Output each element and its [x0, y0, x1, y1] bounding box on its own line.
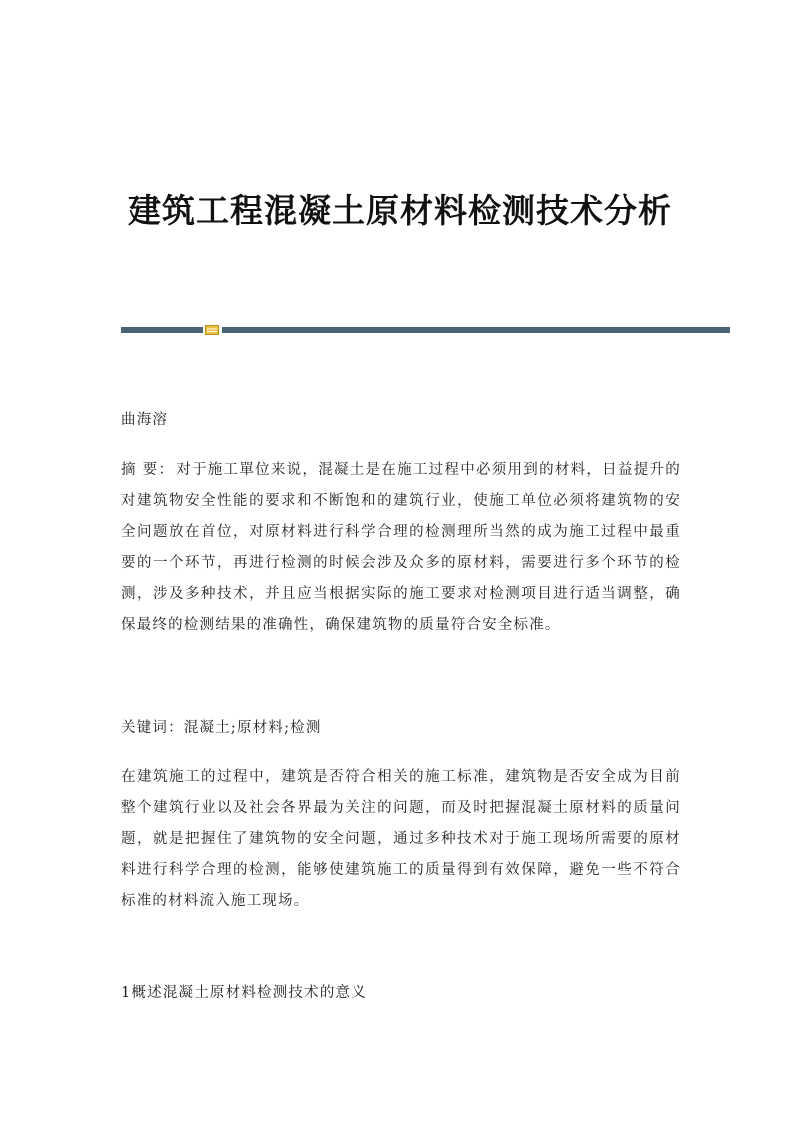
keywords-text: 混凝土;原材料;检测 — [183, 720, 322, 736]
abstract — [121, 455, 681, 641]
envelope-icon — [205, 325, 219, 335]
body-paragraph: 在建筑施工的过程中，建筑是否符合相关的施工标准，建筑物是否安全成为目前整个建筑行业以及社会各界最为关注的问题，而及时把握混凝土原材料的质量问题，就是把握住了建筑物的安全问题，通过多种技术对于施工现场所需要的原材料进行科学合理的检测，能够使建筑施工的质量得到有效保障，避免一些不符合标准的材料流入施工现场。 — [121, 769, 681, 909]
author-name: 曲海溶 — [121, 412, 169, 428]
keywords — [121, 713, 681, 744]
abstract-text: 对于施工單位来说，混凝土是在施工过程中必须用到的材料，日益提升的对建筑物安全性能的要求和不断饱和的建筑行业，使施工单位必须将建筑物的安全问题放在首位，对原材料进行科学合理的检测理所当然的成为施工过程中最重要的一个环节，再进行检测的时候会涉及众多的原材料，需要进行多个环节的检测，涉及多种技术，并且应当根据实际的施工要求对检测项目进行适当调整，确保最终的检测结果的准确性，确保建筑物的质量符合安全标准。 — [121, 462, 681, 633]
divider-bar-left — [121, 327, 203, 333]
abstract-label: 摘 要： — [121, 462, 175, 478]
keywords-label: 关键词： — [121, 720, 184, 736]
title-divider — [121, 325, 730, 333]
section-heading: 1概述混凝土原材料检测技术的意义 — [121, 985, 367, 1001]
divider-bar-right — [222, 327, 730, 333]
document-title: 建筑工程混凝土原材料检测技术分析 — [128, 191, 672, 230]
